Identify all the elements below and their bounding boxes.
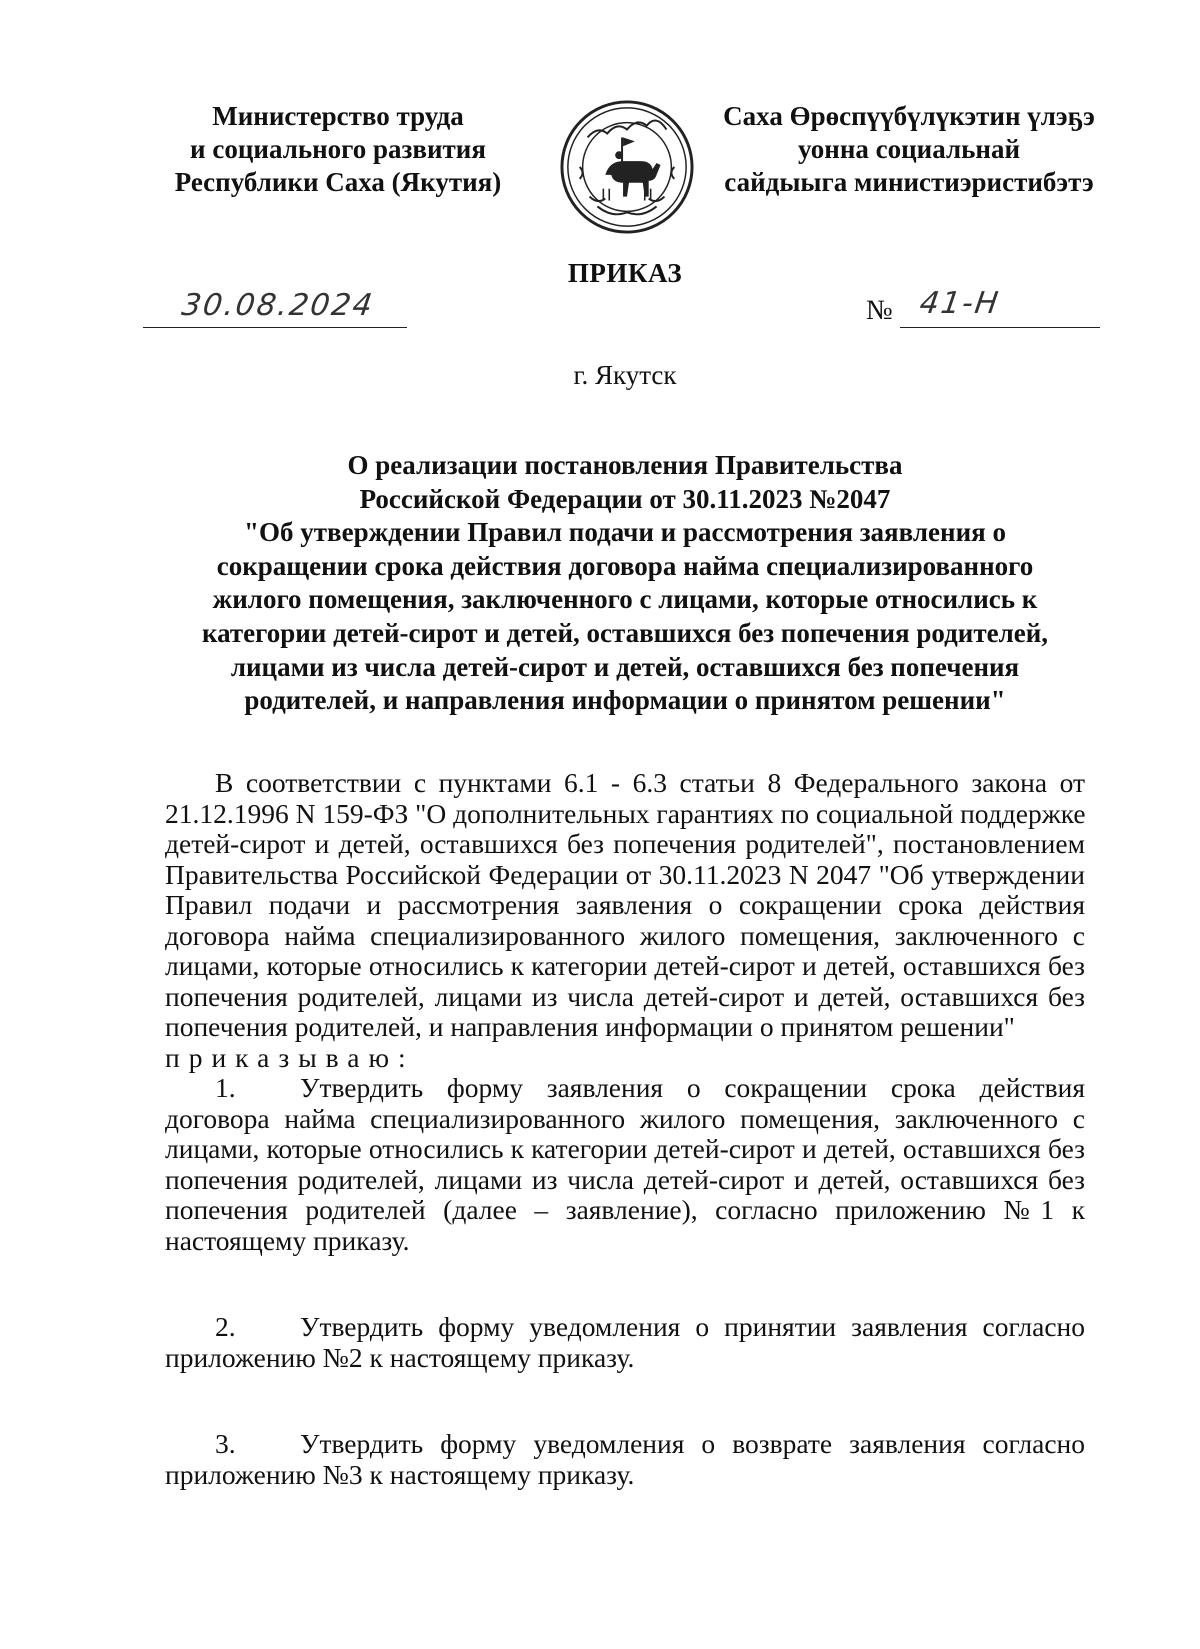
order-date-handwritten: 30.08.2024: [179, 288, 377, 323]
order-item-3: [165, 1429, 1085, 1460]
ministry-name-russian: [168, 100, 508, 199]
preamble-line: Правительства Российской Федерации от 30.11.2023 N 2047 "Об утверждении: [165, 858, 1085, 890]
item-number: 1.: [215, 1072, 236, 1103]
title-line: категории детей-сирот и детей, оставшихся без попечения родителей,: [201, 617, 1049, 648]
preamble-line: попечения родителей, и направления информации о принятом решении": [165, 1011, 1015, 1042]
order-item-1: [165, 1073, 1085, 1104]
item-line: договора найма специализированного жилого помещения, заключенного с: [165, 1102, 1085, 1134]
ministry-name-line: Республики Саха (Якутия): [174, 167, 502, 197]
order-subject-title: [150, 449, 1100, 718]
item-line: приложению №3 к настоящему приказу.: [165, 1458, 635, 1490]
title-line: лицами из числа детей-сирот и детей, оставшихся без попечения: [230, 651, 1020, 682]
preamble-line: Правил подачи и рассмотрения заявления о сокращении срока действия: [165, 889, 1085, 920]
title-line: сокращении срока действия договора найма специализированного: [216, 550, 1034, 581]
ministry-name-yakut: [720, 100, 1098, 199]
item-line: приложению №2 к настоящему приказу.: [165, 1341, 635, 1373]
preamble-line: попечения родителей, лицами из числа детей-сирот и детей, оставшихся без: [165, 980, 1085, 1012]
decree-word: приказываю:: [165, 1041, 415, 1073]
item-number: 2.: [215, 1311, 236, 1342]
city-name: г. Якутск: [573, 360, 677, 390]
item-number: 3.: [215, 1428, 236, 1459]
title-line: родителей, и направления информации о принятом решении": [244, 685, 1006, 716]
order-number-sign: №: [866, 295, 893, 326]
item-line: попечения родителей (далее – заявление), согласно приложению №1 к: [165, 1194, 1085, 1225]
number-underline: [900, 327, 1100, 328]
preamble-line: В соответствии с пунктами 6.1 - 6.3 статьи 8 Федерального закона от: [215, 767, 1085, 798]
item-line: лицами, которые относились к категории детей-сирот и детей, оставшихся без: [165, 1133, 1085, 1164]
order-body: [165, 768, 1085, 1490]
order-item-2: [165, 1312, 1085, 1343]
item-text: Утвердить форму заявления о сокращении срока действия: [300, 1072, 1085, 1103]
ministry-name-line: сайдыыга министиэристибэтэ: [724, 167, 1094, 197]
ministry-name-line: Министерство труда: [212, 101, 464, 131]
coat-of-arms-emblem-icon: [558, 98, 696, 236]
title-line: жилого помещения, заключенного с лицами, которые относились к: [212, 584, 1038, 615]
title-line: "Об утверждении Правил подачи и рассмотрения заявления о: [244, 517, 1006, 548]
title-line: Российской Федерации от 30.11.2023 №2047: [359, 483, 891, 514]
preamble-line: лицами, которые относились к категории детей-сирот и детей, оставшихся без: [165, 950, 1085, 981]
title-line: О реализации постановления Правительства: [347, 450, 903, 480]
item-text: Утвердить форму уведомления о принятии заявления согласно: [300, 1311, 1085, 1342]
ministry-name-line: и социального развития: [190, 134, 486, 164]
date-underline: [143, 327, 407, 328]
item-line: попечения родителей, лицами из числа детей-сирот и детей, оставшихся без: [165, 1163, 1085, 1195]
ministry-name-line: Саха Өрөспүүбүлүкэтин үлэҕэ: [723, 101, 1095, 131]
ministry-name-line: уонна социальнай: [797, 134, 1021, 164]
order-number-handwritten: 41-Н: [917, 286, 1003, 321]
preamble-line: детей-сирот и детей, оставшихся без попечения родителей", постановлением: [165, 828, 1085, 859]
preamble-line: договора найма специализированного жилого помещения, заключенного с: [165, 919, 1085, 951]
document-type-heading: ПРИКАЗ: [567, 258, 683, 288]
preamble-line: 21.12.1996 N 159-ФЗ "О дополнительных гарантиях по социальной поддержке: [165, 797, 1086, 829]
item-line: настоящему приказу.: [165, 1224, 410, 1256]
item-text: Утвердить форму уведомления о возврате заявления согласно: [300, 1428, 1085, 1459]
